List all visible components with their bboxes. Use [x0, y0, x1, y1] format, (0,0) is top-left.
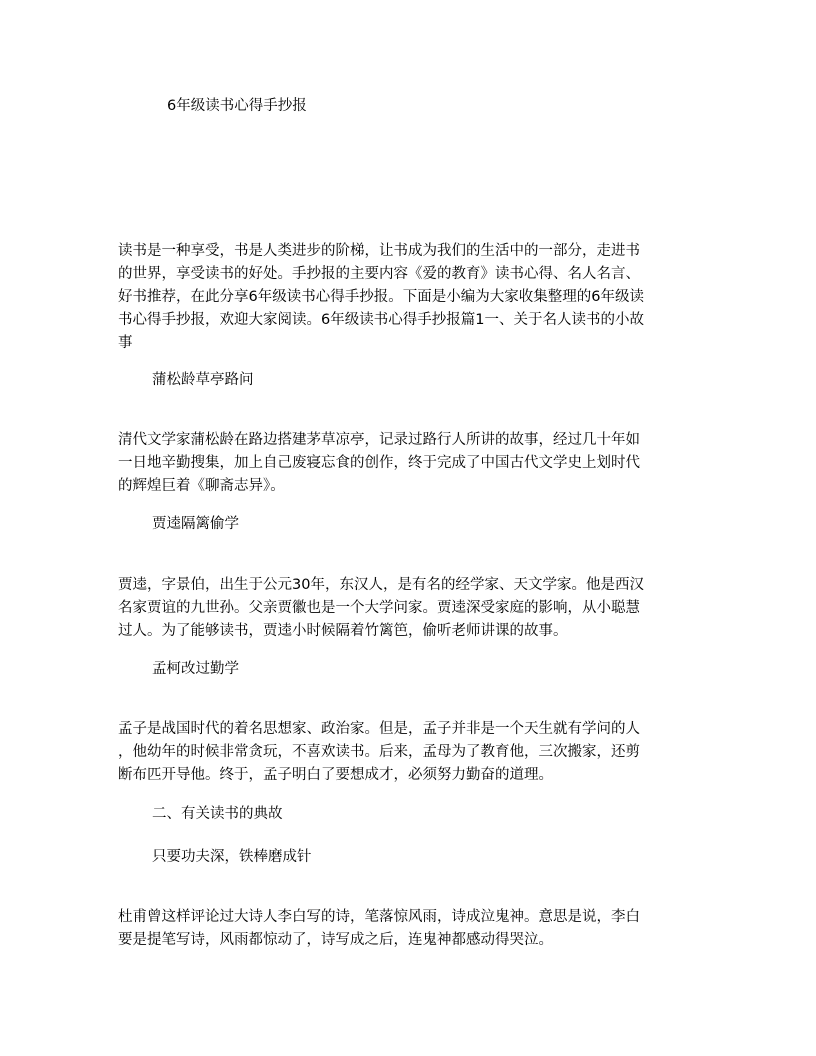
story-line: ，他幼年的时候非常贪玩，不喜欢读书。后来，孟母为了教育他，三次搬家，还剪 [118, 744, 640, 760]
story-line: 过人。为了能够读书，贾逵小时候隔着竹篱笆，偷听老师讲课的故事。 [118, 623, 568, 639]
story-heading-mengke: 孟柯改过勤学 [152, 661, 239, 677]
story-line: 要是提笔写诗，风雨都惊动了，诗写成之后，连鬼神都感动得哭泣。 [118, 932, 553, 948]
section-heading-2: 二、有关读书的典故 [152, 806, 283, 822]
intro-line: 读书是一种享受，书是人类进步的阶梯，让书成为我们的生活中的一部分，走进书 [118, 243, 640, 259]
story-line: 名家贾谊的九世孙。父亲贾徽也是一个大学问家。贾逵深受家庭的影响，从小聪慧 [118, 600, 640, 616]
story-heading-tiebang: 只要功夫深，铁棒磨成针 [152, 849, 312, 865]
story-line: 一日地辛勤搜集，加上自己废寝忘食的创作，终于完成了中国古代文学史上划时代 [118, 455, 640, 471]
story-line: 断布匹开导他。终于，孟子明白了要想成才，必须努力勤奋的道理。 [118, 767, 553, 783]
story-line: 的辉煌巨着《聊斋志异》。 [118, 478, 285, 494]
intro-line: 好书推荐，在此分享6年级读书心得手抄报。下面是小编为大家收集整理的6年级读 [118, 289, 644, 305]
intro-line: 的世界，享受读书的好处。手抄报的主要内容《爱的教育》读书心得、名人名言、 [118, 266, 640, 282]
intro-line: 事 [118, 335, 133, 351]
story-line: 清代文学家蒲松龄在路边搭建茅草凉亭，记录过路行人所讲的故事，经过几十年如 [118, 432, 640, 448]
story-heading-jiakui: 贾逵隔篱偷学 [152, 516, 239, 532]
story-line: 孟子是战国时代的着名思想家、政治家。但是，孟子并非是一个天生就有学问的人 [118, 721, 640, 737]
story-heading-pusongling: 蒲松龄草亭路问 [152, 372, 254, 388]
intro-line: 书心得手抄报，欢迎大家阅读。6年级读书心得手抄报篇1一、关于名人读书的小故 [118, 312, 644, 328]
story-line: 贾逵，字景伯，出生于公元30年，东汉人，是有名的经学家、天文学家。他是西汉 [118, 577, 644, 593]
document-title: 6年级读书心得手抄报 [167, 98, 307, 114]
story-line: 杜甫曾这样评论过大诗人李白写的诗，笔落惊风雨，诗成泣鬼神。意思是说，李白 [118, 909, 640, 925]
